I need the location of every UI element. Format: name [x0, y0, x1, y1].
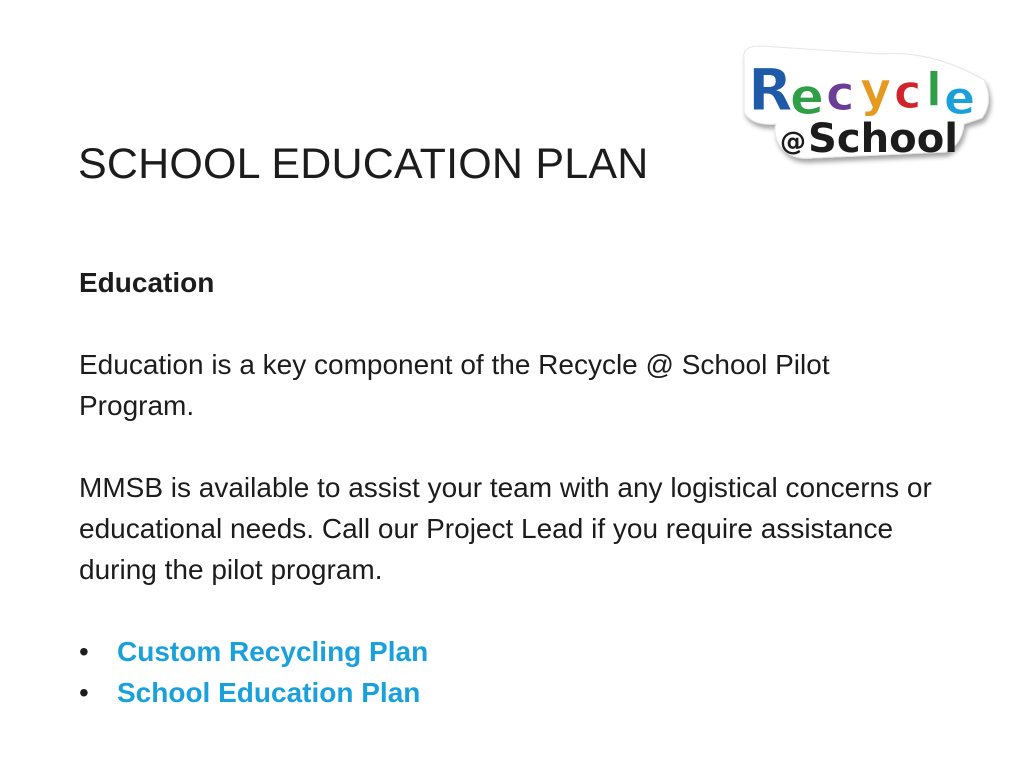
logo-letter-e1: e: [790, 68, 824, 126]
logo-letter-c1: c: [826, 66, 855, 122]
logo-letter-y: y: [860, 62, 892, 118]
intro-paragraph: Education is a key component of the Recycle @ School Pilot Program.: [79, 349, 830, 421]
logo-word-school: School: [808, 116, 958, 162]
resource-link-list: [79, 631, 939, 713]
logo-letter-l: l: [926, 63, 942, 117]
assistance-paragraph: MMSB is available to assist your team with any logistical concerns or educational needs. Call our Project Lead if you require assistance during the pilot program.: [79, 472, 932, 585]
logo-letter-c2: c: [894, 65, 922, 119]
logo-graphic: [732, 40, 997, 170]
spacer: [79, 303, 939, 344]
school-education-plan-link[interactable]: School Education Plan: [117, 677, 421, 708]
recycle-at-school-logo: [732, 40, 997, 170]
page-title: SCHOOL EDUCATION PLAN: [78, 140, 649, 188]
custom-recycling-plan-link[interactable]: Custom Recycling Plan: [117, 636, 429, 667]
logo-letter-r: R: [748, 56, 793, 124]
spacer: [79, 426, 939, 467]
list-item: [79, 672, 939, 713]
spacer: [79, 590, 939, 631]
logo-at-sign: @: [780, 127, 806, 157]
list-item: [79, 631, 939, 672]
bullet-icon: •: [79, 636, 89, 667]
logo-letter-e2: e: [944, 71, 976, 125]
bullet-icon: •: [79, 677, 89, 708]
slide-content: [79, 262, 939, 713]
section-heading: Education: [79, 267, 215, 298]
